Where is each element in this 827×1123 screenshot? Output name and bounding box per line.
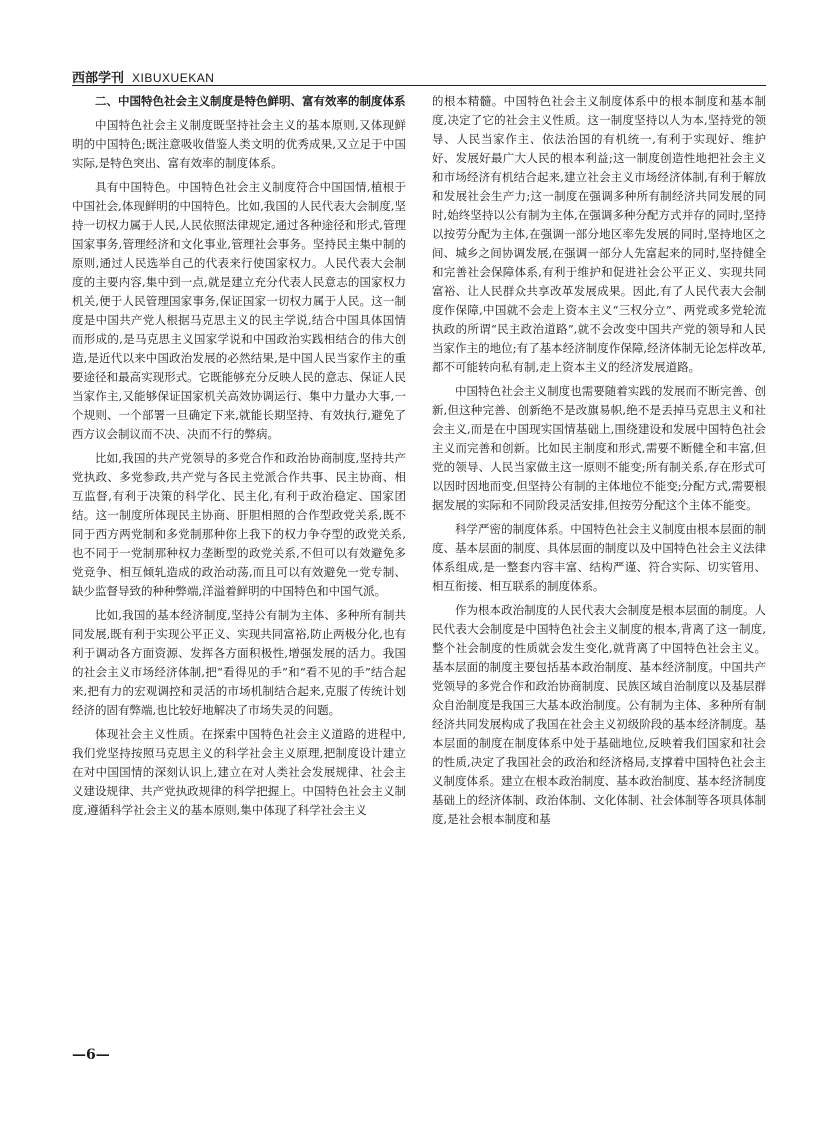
paragraph-continued: 的根本精髓。中国特色社会主义制度体系中的根本制度和基本制度,决定了它的社会主义性质。这一制度坚持以人为本,坚持党的领导、人民当家作主、依法治国的有机统一,有利于实现好、维护好、发展好最广大人民的根本利益;这一制度创造性地把社会主义和市场经济有机结合起来,建立社会主义市场经济体制,有利于解放和发展社会生产力;这一制度在强调多种所有制经济共同发展的同时,始终坚持以公有制为主体,在强调多种分配方式并存的同时,坚持以按劳分配为主体,在强调一部分地区率先发展的同时,坚持地区之间、城乡之间协调发展,在强调一部分人先富起来的同时,坚持健全和完善社会保障体系,有利于维护和促进社会公平正义、实现共同富裕、让人民群众共享改革发展成果。因此,有了人民代表大会制度作保障,中国就不会走上资本主义“三权分立”、两党或多党轮流执政的所谓“民主政治道路”,就不会改变中国共产党的领导和人民当家作主的地位;有了基本经济制度作保障,经济体制无论怎样改革,都不可能转向私有制,走上资本主义的经济发展道路。 [432, 94, 766, 374]
page-number: —6— [72, 1047, 110, 1063]
paragraph: 比如,我国的基本经济制度,坚持公有制为主体、多种所有制共同发展,既有利于实现公平正义、实现共同富裕,防止两极分化,也有利于调动各方面资源、发挥各方面积极性,增强发展的活力。我国的社会主义市场经济体制,把“看得见的手”和“看不见的手”结合起来,把有力的宏观调控和灵活的市场机制结合起来,克服了传统计划经济的固有弊端,也比较好地解决了市场失灵的问题。 [72, 608, 406, 717]
paragraph: 中国特色社会主义制度既坚持社会主义的基本原则,又体现鲜明的中国特色;既注意吸收借鉴人类文明的优秀成果,又立足于中国实际,是特色突出、富有效率的制度体系。 [72, 118, 406, 170]
right-column [432, 92, 766, 1052]
running-header [72, 67, 766, 86]
journal-title-en: XIBUXUEKAN [132, 71, 215, 85]
left-column [72, 92, 406, 1052]
header-divider [72, 85, 766, 86]
paragraph: 作为根本政治制度的人民代表大会制度是根本层面的制度。人民代表大会制度是中国特色社会主义制度的根本,背离了这一制度,整个社会制度的性质就会发生变化,就背离了中国特色社会主义。基本层面的制度主要包括基本政治制度、基本经济制度。中国共产党领导的多党合作和政治协商制度、民族区域自治制度以及基层群众自治制度是我国三大基本政治制度。公有制为主体、多种所有制经济共同发展构成了我国在社会主义初级阶段的基本经济制度。基本层面的制度在制度体系中处于基础地位,反映着我们国家和社会的性质,决定了我国社会的政治和经济格局,支撑着中国特色社会主义制度体系。建立在根本政治制度、基本政治制度、基本经济制度基础上的经济体制、政治体制、文化体制、社会体制等各项具体制度,是社会根本制度和基 [432, 603, 766, 826]
paragraph: 具有中国特色。中国特色社会主义制度符合中国国情,植根于中国社会,体现鲜明的中国特色。比如,我国的人民代表大会制度,坚持一切权力属于人民,人民依照法律规定,通过各种途径和形式,管理国家事务,管理经济和文化事业,管理社会事务。坚持民主集中制的原则,通过人民选举自己的代表来行使国家权力。人民代表大会制度的主要内容,集中到一点,就是建立充分代表人民意志的国家权力机关,便于人民管理国家事务,保证国家一切权力属于人民。这一制度是中国共产党人根据马克思主义的民主学说,结合中国具体国情而形成的,是马克思主义国家学说和中国政治实践相结合的伟大创造,是近代以来中国政治发展的必然结果,是中国人民当家作主的重要途径和最高实现形式。它既能够充分反映人民的意志、保证人民当家作主,又能够保证国家机关高效协调运行、集中力量办大事,一个规则、一个部署一旦确定下来,就能长期坚持、有效执行,避免了西方议会制议而不决、决而不行的弊病。 [72, 180, 406, 441]
paragraph: 中国特色社会主义制度也需要随着实践的发展而不断完善、创新,但这种完善、创新绝不是改旗易帜,绝不是丢掉马克思主义和社会主义,而是在中国现实国情基础上,围绕建设和发展中国特色社会主义而完善和创新。比如民主制度和形式,需要不断健全和丰富,但党的领导、人民当家做主这一原则不能变;所有制关系,存在形式可以因时因地而变,但坚持公有制的主体地位不能变;分配方式,需要根据发展的实际和不同阶段灵活安排,但按劳分配这个主体不能变。 [432, 384, 766, 512]
section-heading: 二、中国特色社会主义制度是特色鲜明、富有效率的制度体系 [95, 94, 406, 108]
paragraph: 科学严密的制度体系。中国特色社会主义制度由根本层面的制度、基本层面的制度、具体层面的制度以及中国特色社会主义法律体系组成,是一整套内容丰富、结构严谨、符合实际、切实管用、相互衔接、相互联系的制度体系。 [432, 522, 766, 593]
journal-title-cn: 西部学刊 [72, 71, 125, 86]
paragraph: 体现社会主义性质。在探索中国特色社会主义道路的进程中,我们党坚持按照马克思主义的科学社会主义原理,把制度设计建立在对中国国情的深刻认识上,建立在对人类社会发展规律、社会主义建设规律、共产党执政规律的科学把握上。中国特色社会主义制度,遵循科学社会主义的基本原则,集中体现了科学社会主义 [72, 727, 406, 817]
paragraph: 比如,我国的共产党领导的多党合作和政治协商制度,坚持共产党执政、多党参政,共产党与各民主党派合作共事、民主协商、相互监督,有利于决策的科学化、民主化,有利于政治稳定、国家团结。这一制度所体现民主协商、肝胆相照的合作型政党关系,既不同于西方两党制和多党制那种你上我下的权力争夺型的政党关系,也不同于一党制那种权力垄断型的政党关系,不但可以有效避免多党竞争、相互倾轧造成的政治动荡,而且可以有效避免一党专制、缺少监督导致的种种弊端,洋溢着鲜明的中国特色和中国气派。 [72, 451, 406, 598]
